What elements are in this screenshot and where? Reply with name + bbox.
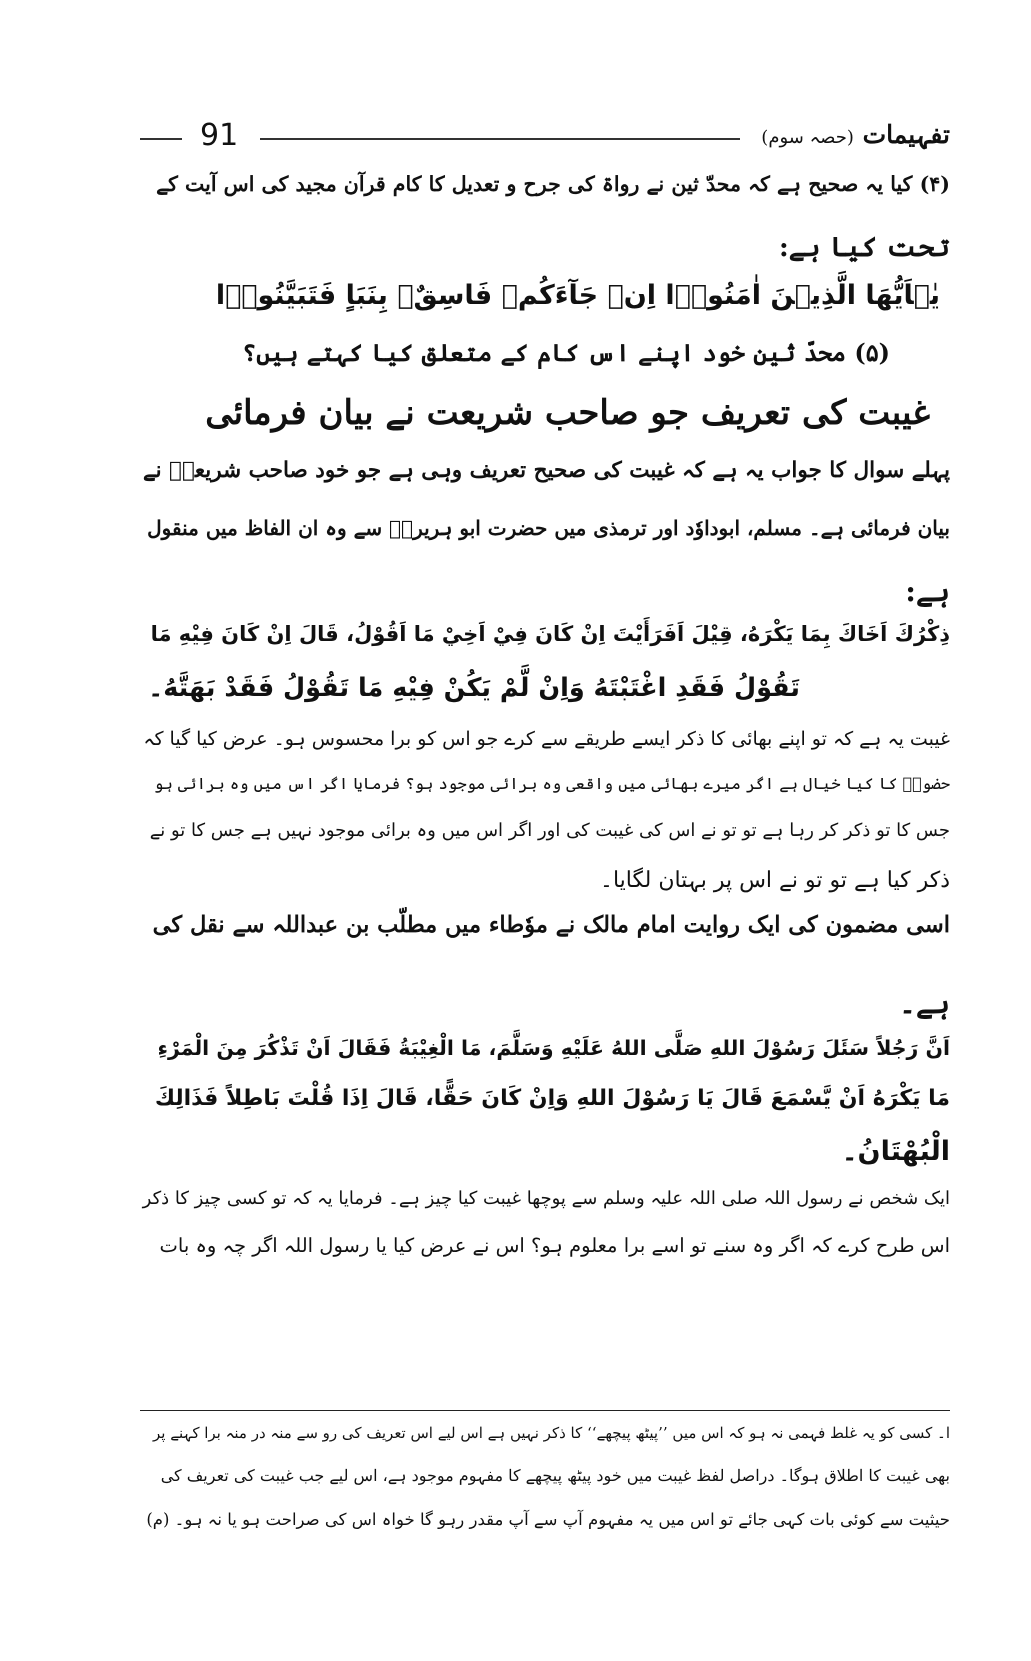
answer-para-line-2: بیان فرمائی ہے۔ مسلم، ابوداوٗد اور ترمذی میں حضرت ابو ہریرہؓ سے وہ ان الفاظ میں منقول xyxy=(147,516,950,540)
hadith-2-line-3: الْبُهْتَانُ۔ xyxy=(841,1136,950,1167)
header-dash xyxy=(140,138,182,140)
book-section: (حصہ سوم) xyxy=(761,127,854,148)
footnote-line-2: بھی غیبت کا اطلاق ہوگا۔ دراصل لفظ غیبت میں خود پیٹھ پیچھے کا مفہوم موجود ہے، اس لیے جب غیبت کی تعریف کی xyxy=(160,1466,950,1485)
hadith-2-line-2: مَا يَكْرَهُ اَنْ يَّسْمَعَ قَالَ يَا رَسُوْلَ اللهِ وَاِنْ كَانَ حَقًّا، قَالَ اِذَا قُلْتَ بَاطِلاً فَذَالِكَ xyxy=(154,1086,950,1111)
translation-1-line-1: غیبت یہ ہے کہ تو اپنے بھائی کا ذکر ایسے طریقے سے کرے جو اس کو برا محسوس ہو۔ عرض کیا گیا کہ xyxy=(143,728,950,750)
footnote-block xyxy=(140,1418,950,1618)
book-title: تفہیمات xyxy=(862,120,950,149)
malik-para-line-1: اسی مضمون کی ایک روایت امام مالک نے موٗطاء میں مطلّب بن عبداللہ سے نقل کی xyxy=(152,912,950,938)
translation-1-line-3: جس کا تو ذکر کر رہا ہے تو تو نے اس کی غیبت کی اور اگر اس میں وہ برائی موجود نہیں ہے جس کا تو نے xyxy=(149,820,950,841)
translation-1-line-2: حضورؐ کا کیا خیال ہے اگر میرے بھائی میں واقعی وہ برائی موجود ہو؟ فرمایا اگر اس میں وہ برائی ہو xyxy=(154,774,950,793)
page-body xyxy=(140,160,950,1400)
translation-2-line-1: ایک شخص نے رسول اللہ صلی اللہ علیہ وسلم سے پوچھا غیبت کیا چیز ہے۔ فرمایا یہ کہ تو کسی چیز کا ذکر xyxy=(142,1188,950,1209)
translation-2-line-2: اس طرح کرے کہ اگر وہ سنے تو اسے برا معلوم ہو؟ اس نے عرض کیا یا رسول اللہ اگر چہ وہ بات xyxy=(159,1234,950,1257)
header-rule xyxy=(260,138,740,140)
running-header xyxy=(140,118,950,158)
section-heading: غیبت کی تعریف جو صاحب شریعت نے بیان فرمائی xyxy=(205,393,930,433)
footnote-rule xyxy=(140,1410,950,1411)
hadith-1-line-1: ذِكْرُكَ اَخَاكَ بِمَا يَكْرَهُ، قِيْلَ اَفَرَأَيْتَ اِنْ كَانَ فِيْ اَخِيْ مَا اَقُوْلُ، قَالَ اِنْ كَانَ فِيْهِ مَا xyxy=(150,622,950,646)
answer-para-line-3: ہے: xyxy=(905,574,950,608)
footnote-line-3: حیثیت سے کوئی بات کہی جائے تو اس میں یہ مفہوم آپ سے آپ مقدر رہو گا خواہ اس کی صراحت ہو یا نہ ہو۔ (م) xyxy=(146,1510,950,1529)
malik-para-line-2: ہے۔ xyxy=(899,986,950,1020)
footnote-line-1: ا۔ کسی کو یہ غلط فہمی نہ ہو کہ اس میں ’’پیٹھ پیچھے‘‘ کا ذکر نہیں ہے اس لیے اس تعریف کی رو سے منہ در منہ برا کہنے پر xyxy=(153,1424,950,1442)
answer-para-line-1: پہلے سوال کا جواب یہ ہے کہ غیبت کی صحیح تعریف وہی ہے جو خود صاحب شریعتؐ نے xyxy=(142,458,950,483)
question-5: (۵) محدّ ثین خود اپنے اس کام کے متعلق کیا کہتے ہیں؟ xyxy=(242,338,890,367)
hadith-1-line-2: تَقُوْلُ فَقَدِ اغْتَبْتَهُ وَاِنْ لَّمْ يَكُنْ فِيْهِ مَا تَقُوْلُ فَقَدْ بَهَتَّهُ۔ xyxy=(148,673,800,703)
translation-1-line-4: ذکر کیا ہے تو تو نے اس پر بہتان لگایا۔ xyxy=(600,868,950,893)
question-4-line-1: (۴) کیا یہ صحیح ہے کہ محدّ ثین نے رواۃ کی جرح و تعدیل کا کام قرآن مجید کی اس آیت کے xyxy=(156,172,950,196)
hadith-2-line-1: اَنَّ رَجُلاً سَئَلَ رَسُوْلَ اللهِ صَلَّى اللهُ عَلَيْهِ وَسَلَّمَ، مَا الْغِيْبَةُ فَقَالَ اَنْ تَذْكُرَ مِنَ الْمَرْءِ xyxy=(157,1036,950,1060)
running-title xyxy=(761,120,950,149)
quran-ayah: یٰۤاَیُّهَا الَّذِیۡنَ اٰمَنُوۡۤا اِنۡ جَآءَكُمۡ فَاسِقٌۢ بِنَبَاٍ فَتَبَیَّنُوۡۤا xyxy=(215,280,940,311)
page-number: 91 xyxy=(200,118,239,153)
question-4-line-2: تحت کیا ہے: xyxy=(778,232,950,263)
